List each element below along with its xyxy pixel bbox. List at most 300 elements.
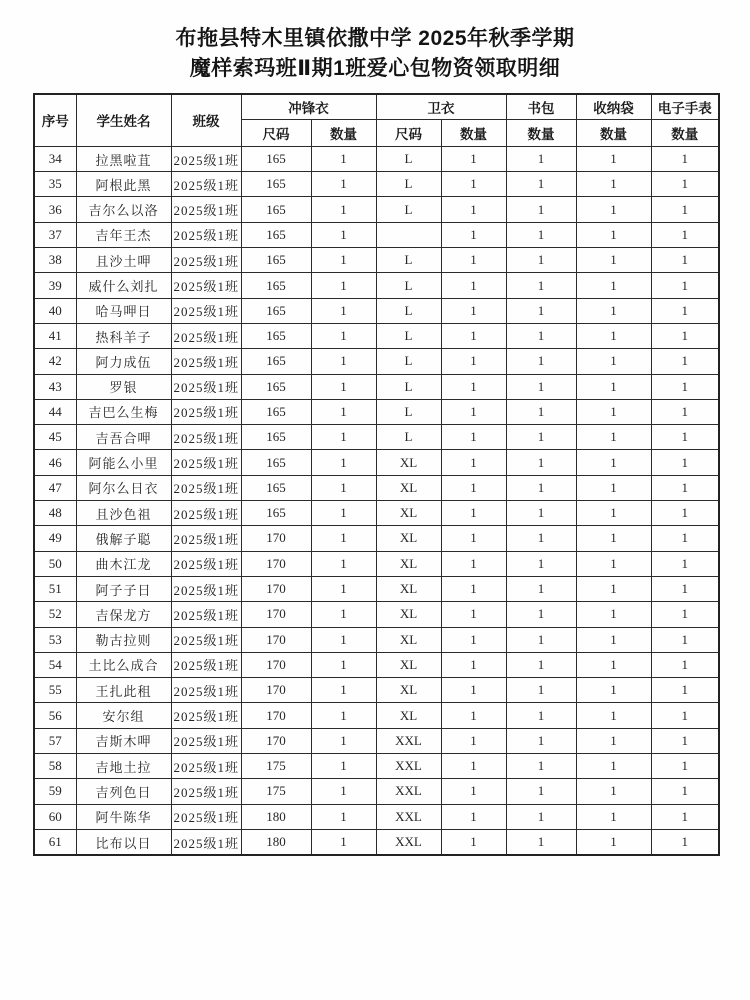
watch-qty-cell: 1 bbox=[651, 222, 719, 247]
jacket-size-cell: 165 bbox=[241, 374, 311, 399]
backpack-qty-cell: 1 bbox=[506, 652, 576, 677]
hoodie-qty-cell: 1 bbox=[441, 197, 506, 222]
row-index-cell: 41 bbox=[34, 323, 76, 348]
hoodie-qty-cell: 1 bbox=[441, 703, 506, 728]
class-cell: 2025级1班 bbox=[171, 425, 241, 450]
hoodie-size-cell: XL bbox=[376, 703, 441, 728]
jacket-qty-cell: 1 bbox=[311, 754, 376, 779]
table-row bbox=[34, 374, 719, 399]
class-cell: 2025级1班 bbox=[171, 146, 241, 171]
watch-qty-cell: 1 bbox=[651, 551, 719, 576]
bag-qty-cell: 1 bbox=[576, 172, 651, 197]
jacket-size-cell: 165 bbox=[241, 501, 311, 526]
jacket-qty-cell: 1 bbox=[311, 526, 376, 551]
table-row bbox=[34, 222, 719, 247]
class-cell: 2025级1班 bbox=[171, 197, 241, 222]
watch-qty-cell: 1 bbox=[651, 829, 719, 855]
hoodie-size-cell: L bbox=[376, 374, 441, 399]
hoodie-size-cell: L bbox=[376, 425, 441, 450]
header-storage-bag-qty: 数量 bbox=[576, 119, 651, 146]
header-jacket-size: 尺码 bbox=[241, 119, 311, 146]
table-row bbox=[34, 273, 719, 298]
student-name-cell: 吉保龙方 bbox=[76, 602, 171, 627]
jacket-size-cell: 165 bbox=[241, 248, 311, 273]
row-index-cell: 58 bbox=[34, 754, 76, 779]
hoodie-qty-cell: 1 bbox=[441, 273, 506, 298]
jacket-qty-cell: 1 bbox=[311, 349, 376, 374]
jacket-qty-cell: 1 bbox=[311, 197, 376, 222]
backpack-qty-cell: 1 bbox=[506, 146, 576, 171]
hoodie-size-cell: L bbox=[376, 349, 441, 374]
jacket-size-cell: 165 bbox=[241, 475, 311, 500]
table-row bbox=[34, 602, 719, 627]
table-row bbox=[34, 146, 719, 171]
table-row bbox=[34, 501, 719, 526]
jacket-size-cell: 165 bbox=[241, 399, 311, 424]
hoodie-qty-cell: 1 bbox=[441, 399, 506, 424]
student-name-cell: 且沙土呷 bbox=[76, 248, 171, 273]
table-row bbox=[34, 804, 719, 829]
jacket-size-cell: 170 bbox=[241, 526, 311, 551]
bag-qty-cell: 1 bbox=[576, 399, 651, 424]
student-name-cell: 吉巴么生梅 bbox=[76, 399, 171, 424]
bag-qty-cell: 1 bbox=[576, 222, 651, 247]
document-title-line2: 魔样索玛班Ⅱ期1班爱心包物资领取明细 bbox=[189, 57, 561, 81]
hoodie-size-cell: XXL bbox=[376, 754, 441, 779]
hoodie-size-cell: L bbox=[376, 172, 441, 197]
class-cell: 2025级1班 bbox=[171, 754, 241, 779]
jacket-size-cell: 165 bbox=[241, 298, 311, 323]
student-name-cell: 威什么刘扎 bbox=[76, 273, 171, 298]
backpack-qty-cell: 1 bbox=[506, 602, 576, 627]
hoodie-size-cell: XL bbox=[376, 602, 441, 627]
class-cell: 2025级1班 bbox=[171, 399, 241, 424]
document-titles bbox=[0, 0, 750, 85]
watch-qty-cell: 1 bbox=[651, 804, 719, 829]
hoodie-qty-cell: 1 bbox=[441, 627, 506, 652]
hoodie-size-cell: XL bbox=[376, 576, 441, 601]
jacket-size-cell: 170 bbox=[241, 602, 311, 627]
student-name-cell: 吉吾合呷 bbox=[76, 425, 171, 450]
backpack-qty-cell: 1 bbox=[506, 678, 576, 703]
hoodie-qty-cell: 1 bbox=[441, 222, 506, 247]
class-cell: 2025级1班 bbox=[171, 172, 241, 197]
table-row bbox=[34, 576, 719, 601]
backpack-qty-cell: 1 bbox=[506, 197, 576, 222]
hoodie-size-cell: L bbox=[376, 248, 441, 273]
backpack-qty-cell: 1 bbox=[506, 323, 576, 348]
class-cell: 2025级1班 bbox=[171, 576, 241, 601]
student-name-cell: 且沙色祖 bbox=[76, 501, 171, 526]
row-index-cell: 56 bbox=[34, 703, 76, 728]
bag-qty-cell: 1 bbox=[576, 728, 651, 753]
hoodie-qty-cell: 1 bbox=[441, 602, 506, 627]
jacket-size-cell: 165 bbox=[241, 222, 311, 247]
watch-qty-cell: 1 bbox=[651, 602, 719, 627]
row-index-cell: 40 bbox=[34, 298, 76, 323]
class-cell: 2025级1班 bbox=[171, 627, 241, 652]
row-index-cell: 36 bbox=[34, 197, 76, 222]
header-class: 班级 bbox=[171, 94, 241, 147]
backpack-qty-cell: 1 bbox=[506, 374, 576, 399]
backpack-qty-cell: 1 bbox=[506, 172, 576, 197]
bag-qty-cell: 1 bbox=[576, 146, 651, 171]
class-cell: 2025级1班 bbox=[171, 602, 241, 627]
jacket-size-cell: 165 bbox=[241, 146, 311, 171]
student-name-cell: 吉尔么以洛 bbox=[76, 197, 171, 222]
jacket-qty-cell: 1 bbox=[311, 678, 376, 703]
header-jacket-qty: 数量 bbox=[311, 119, 376, 146]
jacket-size-cell: 180 bbox=[241, 829, 311, 855]
jacket-size-cell: 175 bbox=[241, 779, 311, 804]
class-cell: 2025级1班 bbox=[171, 779, 241, 804]
class-cell: 2025级1班 bbox=[171, 652, 241, 677]
hoodie-size-cell: XL bbox=[376, 526, 441, 551]
hoodie-size-cell bbox=[376, 222, 441, 247]
backpack-qty-cell: 1 bbox=[506, 425, 576, 450]
hoodie-qty-cell: 1 bbox=[441, 475, 506, 500]
class-cell: 2025级1班 bbox=[171, 273, 241, 298]
header-watch-group: 电子手表 bbox=[651, 94, 719, 120]
jacket-size-cell: 165 bbox=[241, 323, 311, 348]
hoodie-size-cell: XXL bbox=[376, 829, 441, 855]
bag-qty-cell: 1 bbox=[576, 804, 651, 829]
row-index-cell: 37 bbox=[34, 222, 76, 247]
student-name-cell: 哈马呷日 bbox=[76, 298, 171, 323]
backpack-qty-cell: 1 bbox=[506, 273, 576, 298]
jacket-size-cell: 170 bbox=[241, 627, 311, 652]
backpack-qty-cell: 1 bbox=[506, 754, 576, 779]
hoodie-qty-cell: 1 bbox=[441, 298, 506, 323]
hoodie-qty-cell: 1 bbox=[441, 754, 506, 779]
class-cell: 2025级1班 bbox=[171, 222, 241, 247]
watch-qty-cell: 1 bbox=[651, 576, 719, 601]
class-cell: 2025级1班 bbox=[171, 804, 241, 829]
hoodie-qty-cell: 1 bbox=[441, 804, 506, 829]
watch-qty-cell: 1 bbox=[651, 197, 719, 222]
jacket-qty-cell: 1 bbox=[311, 501, 376, 526]
class-cell: 2025级1班 bbox=[171, 450, 241, 475]
student-name-cell: 吉年王杰 bbox=[76, 222, 171, 247]
table-row bbox=[34, 172, 719, 197]
watch-qty-cell: 1 bbox=[651, 172, 719, 197]
row-index-cell: 55 bbox=[34, 678, 76, 703]
bag-qty-cell: 1 bbox=[576, 526, 651, 551]
row-index-cell: 43 bbox=[34, 374, 76, 399]
hoodie-qty-cell: 1 bbox=[441, 829, 506, 855]
bag-qty-cell: 1 bbox=[576, 298, 651, 323]
jacket-qty-cell: 1 bbox=[311, 627, 376, 652]
table-row bbox=[34, 248, 719, 273]
watch-qty-cell: 1 bbox=[651, 754, 719, 779]
jacket-size-cell: 170 bbox=[241, 678, 311, 703]
backpack-qty-cell: 1 bbox=[506, 728, 576, 753]
student-name-cell: 热科羊子 bbox=[76, 323, 171, 348]
watch-qty-cell: 1 bbox=[651, 298, 719, 323]
table-row bbox=[34, 475, 719, 500]
watch-qty-cell: 1 bbox=[651, 475, 719, 500]
hoodie-size-cell: L bbox=[376, 399, 441, 424]
class-cell: 2025级1班 bbox=[171, 349, 241, 374]
row-index-cell: 51 bbox=[34, 576, 76, 601]
watch-qty-cell: 1 bbox=[651, 678, 719, 703]
student-name-cell: 拉黑啦苴 bbox=[76, 146, 171, 171]
bag-qty-cell: 1 bbox=[576, 627, 651, 652]
class-cell: 2025级1班 bbox=[171, 526, 241, 551]
class-cell: 2025级1班 bbox=[171, 551, 241, 576]
row-index-cell: 49 bbox=[34, 526, 76, 551]
jacket-qty-cell: 1 bbox=[311, 829, 376, 855]
hoodie-size-cell: L bbox=[376, 298, 441, 323]
hoodie-size-cell: XXL bbox=[376, 804, 441, 829]
student-name-cell: 阿牛陈华 bbox=[76, 804, 171, 829]
jacket-qty-cell: 1 bbox=[311, 652, 376, 677]
jacket-size-cell: 165 bbox=[241, 425, 311, 450]
jacket-qty-cell: 1 bbox=[311, 551, 376, 576]
bag-qty-cell: 1 bbox=[576, 450, 651, 475]
row-index-cell: 57 bbox=[34, 728, 76, 753]
table-row bbox=[34, 349, 719, 374]
jacket-size-cell: 170 bbox=[241, 576, 311, 601]
student-name-cell: 曲木江龙 bbox=[76, 551, 171, 576]
student-name-cell: 吉列色日 bbox=[76, 779, 171, 804]
jacket-qty-cell: 1 bbox=[311, 374, 376, 399]
row-index-cell: 47 bbox=[34, 475, 76, 500]
jacket-qty-cell: 1 bbox=[311, 323, 376, 348]
bag-qty-cell: 1 bbox=[576, 779, 651, 804]
student-name-cell: 罗银 bbox=[76, 374, 171, 399]
jacket-qty-cell: 1 bbox=[311, 298, 376, 323]
table-row bbox=[34, 728, 719, 753]
class-cell: 2025级1班 bbox=[171, 728, 241, 753]
jacket-qty-cell: 1 bbox=[311, 248, 376, 273]
student-name-cell: 吉斯木呷 bbox=[76, 728, 171, 753]
table-row bbox=[34, 197, 719, 222]
student-name-cell: 比布以日 bbox=[76, 829, 171, 855]
hoodie-size-cell: XL bbox=[376, 652, 441, 677]
row-index-cell: 50 bbox=[34, 551, 76, 576]
hoodie-size-cell: XL bbox=[376, 501, 441, 526]
jacket-qty-cell: 1 bbox=[311, 576, 376, 601]
hoodie-size-cell: XL bbox=[376, 475, 441, 500]
bag-qty-cell: 1 bbox=[576, 501, 651, 526]
hoodie-qty-cell: 1 bbox=[441, 678, 506, 703]
backpack-qty-cell: 1 bbox=[506, 804, 576, 829]
jacket-size-cell: 170 bbox=[241, 703, 311, 728]
jacket-qty-cell: 1 bbox=[311, 728, 376, 753]
hoodie-qty-cell: 1 bbox=[441, 526, 506, 551]
hoodie-qty-cell: 1 bbox=[441, 728, 506, 753]
backpack-qty-cell: 1 bbox=[506, 450, 576, 475]
header-hoodie-group: 卫衣 bbox=[376, 94, 506, 120]
jacket-qty-cell: 1 bbox=[311, 273, 376, 298]
jacket-size-cell: 165 bbox=[241, 273, 311, 298]
watch-qty-cell: 1 bbox=[651, 374, 719, 399]
class-cell: 2025级1班 bbox=[171, 248, 241, 273]
bag-qty-cell: 1 bbox=[576, 425, 651, 450]
hoodie-qty-cell: 1 bbox=[441, 374, 506, 399]
table-row bbox=[34, 323, 719, 348]
document-title-line1: 布拖县特木里镇依撒中学 2025年秋季学期 bbox=[175, 27, 575, 50]
backpack-qty-cell: 1 bbox=[506, 829, 576, 855]
header-watch-qty: 数量 bbox=[651, 119, 719, 146]
table-body bbox=[34, 146, 719, 855]
student-name-cell: 土比么成合 bbox=[76, 652, 171, 677]
student-name-cell: 勒古拉则 bbox=[76, 627, 171, 652]
hoodie-qty-cell: 1 bbox=[441, 652, 506, 677]
jacket-size-cell: 165 bbox=[241, 349, 311, 374]
hoodie-qty-cell: 1 bbox=[441, 501, 506, 526]
hoodie-qty-cell: 1 bbox=[441, 172, 506, 197]
student-name-cell: 俄解子聪 bbox=[76, 526, 171, 551]
jacket-qty-cell: 1 bbox=[311, 146, 376, 171]
hoodie-size-cell: L bbox=[376, 323, 441, 348]
hoodie-size-cell: L bbox=[376, 146, 441, 171]
row-index-cell: 34 bbox=[34, 146, 76, 171]
watch-qty-cell: 1 bbox=[651, 349, 719, 374]
bag-qty-cell: 1 bbox=[576, 602, 651, 627]
student-name-cell: 阿根此黑 bbox=[76, 172, 171, 197]
class-cell: 2025级1班 bbox=[171, 374, 241, 399]
backpack-qty-cell: 1 bbox=[506, 627, 576, 652]
backpack-qty-cell: 1 bbox=[506, 399, 576, 424]
jacket-qty-cell: 1 bbox=[311, 222, 376, 247]
table-header bbox=[34, 94, 719, 147]
bag-qty-cell: 1 bbox=[576, 678, 651, 703]
hoodie-size-cell: XL bbox=[376, 678, 441, 703]
bag-qty-cell: 1 bbox=[576, 197, 651, 222]
bag-qty-cell: 1 bbox=[576, 576, 651, 601]
header-storage-bag-group: 收纳袋 bbox=[576, 94, 651, 120]
backpack-qty-cell: 1 bbox=[506, 551, 576, 576]
hoodie-size-cell: L bbox=[376, 273, 441, 298]
row-index-cell: 42 bbox=[34, 349, 76, 374]
backpack-qty-cell: 1 bbox=[506, 298, 576, 323]
header-index: 序号 bbox=[34, 94, 76, 147]
hoodie-size-cell: XL bbox=[376, 450, 441, 475]
table-row bbox=[34, 551, 719, 576]
backpack-qty-cell: 1 bbox=[506, 779, 576, 804]
table-row bbox=[34, 678, 719, 703]
table-row bbox=[34, 703, 719, 728]
watch-qty-cell: 1 bbox=[651, 501, 719, 526]
bag-qty-cell: 1 bbox=[576, 323, 651, 348]
student-name-cell: 王扎此租 bbox=[76, 678, 171, 703]
table-row bbox=[34, 627, 719, 652]
watch-qty-cell: 1 bbox=[651, 273, 719, 298]
row-index-cell: 35 bbox=[34, 172, 76, 197]
header-hoodie-size: 尺码 bbox=[376, 119, 441, 146]
watch-qty-cell: 1 bbox=[651, 526, 719, 551]
jacket-size-cell: 165 bbox=[241, 450, 311, 475]
row-index-cell: 53 bbox=[34, 627, 76, 652]
student-name-cell: 阿力成伍 bbox=[76, 349, 171, 374]
backpack-qty-cell: 1 bbox=[506, 576, 576, 601]
header-student-name: 学生姓名 bbox=[76, 94, 171, 147]
student-name-cell: 阿子子日 bbox=[76, 576, 171, 601]
table-row bbox=[34, 652, 719, 677]
hoodie-qty-cell: 1 bbox=[441, 349, 506, 374]
row-index-cell: 52 bbox=[34, 602, 76, 627]
jacket-size-cell: 170 bbox=[241, 652, 311, 677]
jacket-qty-cell: 1 bbox=[311, 399, 376, 424]
bag-qty-cell: 1 bbox=[576, 754, 651, 779]
hoodie-size-cell: XXL bbox=[376, 728, 441, 753]
supplies-roster-table bbox=[33, 93, 720, 856]
watch-qty-cell: 1 bbox=[651, 627, 719, 652]
hoodie-size-cell: XL bbox=[376, 627, 441, 652]
header-backpack-qty: 数量 bbox=[506, 119, 576, 146]
jacket-qty-cell: 1 bbox=[311, 425, 376, 450]
jacket-size-cell: 170 bbox=[241, 551, 311, 576]
watch-qty-cell: 1 bbox=[651, 652, 719, 677]
header-group-row bbox=[34, 94, 719, 120]
hoodie-qty-cell: 1 bbox=[441, 425, 506, 450]
jacket-size-cell: 165 bbox=[241, 197, 311, 222]
watch-qty-cell: 1 bbox=[651, 779, 719, 804]
bag-qty-cell: 1 bbox=[576, 475, 651, 500]
watch-qty-cell: 1 bbox=[651, 146, 719, 171]
jacket-size-cell: 175 bbox=[241, 754, 311, 779]
table-row bbox=[34, 829, 719, 855]
row-index-cell: 61 bbox=[34, 829, 76, 855]
student-name-cell: 阿尔么日衣 bbox=[76, 475, 171, 500]
jacket-size-cell: 180 bbox=[241, 804, 311, 829]
table-row bbox=[34, 450, 719, 475]
row-index-cell: 54 bbox=[34, 652, 76, 677]
class-cell: 2025级1班 bbox=[171, 323, 241, 348]
hoodie-qty-cell: 1 bbox=[441, 248, 506, 273]
bag-qty-cell: 1 bbox=[576, 349, 651, 374]
header-jacket-group: 冲锋衣 bbox=[241, 94, 376, 120]
row-index-cell: 46 bbox=[34, 450, 76, 475]
watch-qty-cell: 1 bbox=[651, 425, 719, 450]
jacket-size-cell: 165 bbox=[241, 172, 311, 197]
watch-qty-cell: 1 bbox=[651, 728, 719, 753]
bag-qty-cell: 1 bbox=[576, 829, 651, 855]
row-index-cell: 48 bbox=[34, 501, 76, 526]
table-row bbox=[34, 399, 719, 424]
bag-qty-cell: 1 bbox=[576, 374, 651, 399]
jacket-size-cell: 170 bbox=[241, 728, 311, 753]
backpack-qty-cell: 1 bbox=[506, 703, 576, 728]
table-row bbox=[34, 754, 719, 779]
row-index-cell: 39 bbox=[34, 273, 76, 298]
class-cell: 2025级1班 bbox=[171, 829, 241, 855]
row-index-cell: 45 bbox=[34, 425, 76, 450]
hoodie-qty-cell: 1 bbox=[441, 576, 506, 601]
row-index-cell: 44 bbox=[34, 399, 76, 424]
jacket-qty-cell: 1 bbox=[311, 804, 376, 829]
backpack-qty-cell: 1 bbox=[506, 248, 576, 273]
header-backpack-group: 书包 bbox=[506, 94, 576, 120]
jacket-qty-cell: 1 bbox=[311, 172, 376, 197]
jacket-qty-cell: 1 bbox=[311, 450, 376, 475]
student-name-cell: 阿能么小里 bbox=[76, 450, 171, 475]
row-index-cell: 60 bbox=[34, 804, 76, 829]
student-name-cell: 安尔组 bbox=[76, 703, 171, 728]
watch-qty-cell: 1 bbox=[651, 450, 719, 475]
hoodie-size-cell: L bbox=[376, 197, 441, 222]
class-cell: 2025级1班 bbox=[171, 678, 241, 703]
table-row bbox=[34, 298, 719, 323]
hoodie-qty-cell: 1 bbox=[441, 323, 506, 348]
row-index-cell: 38 bbox=[34, 248, 76, 273]
class-cell: 2025级1班 bbox=[171, 703, 241, 728]
bag-qty-cell: 1 bbox=[576, 703, 651, 728]
watch-qty-cell: 1 bbox=[651, 248, 719, 273]
backpack-qty-cell: 1 bbox=[506, 526, 576, 551]
